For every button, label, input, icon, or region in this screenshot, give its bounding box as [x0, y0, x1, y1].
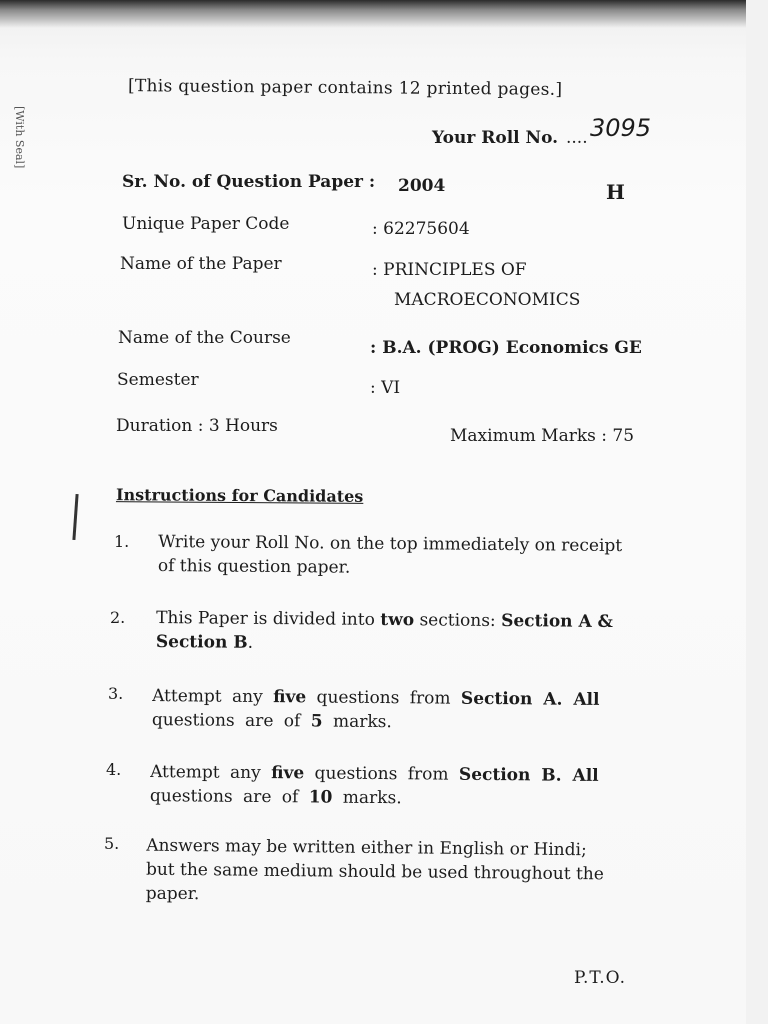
instruction-2-text-b: two	[380, 609, 415, 631]
instruction-1	[158, 530, 622, 582]
duration-text: Duration : 3 Hours	[116, 416, 278, 436]
unique-paper-code-label: Unique Paper Code	[122, 214, 290, 234]
instruction-5-line2: but the same medium should be used throughout the	[145, 859, 604, 885]
instruction-4-line2	[150, 784, 599, 812]
paper-name-value-line1: : PRINCIPLES OF	[372, 260, 527, 280]
roll-number-label: Your Roll No.	[432, 128, 559, 148]
instruction-3-text-d: Section A. All	[460, 688, 600, 710]
instruction-1-line2: of this question paper.	[157, 555, 351, 578]
instruction-3-text-c: questions from	[306, 687, 462, 709]
paper-name-value-line2: MACROECONOMICS	[394, 290, 581, 310]
instruction-3-number: 3.	[108, 684, 124, 703]
instruction-5-line1: Answers may be written either in English or Hindi;	[146, 835, 587, 861]
maximum-marks-text: Maximum Marks : 75	[450, 426, 635, 446]
roll-number-dots: ....	[566, 128, 588, 148]
unique-paper-code-value: : 62275604	[372, 219, 470, 239]
instruction-4-text-f: 10	[308, 787, 333, 808]
instruction-2-line2	[156, 630, 613, 658]
instruction-4-text-a: Attempt any	[150, 762, 272, 784]
pen-margin-mark	[72, 494, 78, 540]
instruction-4-text-c: questions from	[304, 763, 460, 785]
page-count-header: [This question paper contains 12 printed pages.]	[127, 76, 563, 100]
instruction-4	[150, 760, 599, 812]
sr-no-value: 2004	[398, 176, 446, 196]
instruction-2	[156, 606, 613, 658]
instruction-3	[152, 684, 600, 736]
instruction-2-section-b: Section B	[155, 632, 248, 653]
please-turn-over: P.T.O.	[574, 968, 626, 988]
course-name-label: Name of the Course	[118, 328, 291, 348]
sr-no-label: Sr. No. of Question Paper :	[122, 172, 376, 192]
instruction-2-period: .	[247, 632, 254, 653]
instruction-2-number: 2.	[110, 608, 126, 627]
instruction-4-number: 4.	[106, 760, 122, 779]
instruction-2-text-c: sections:	[414, 610, 502, 632]
instruction-5	[146, 834, 605, 911]
instruction-3-line2	[152, 708, 600, 736]
instruction-4-text-b: five	[271, 763, 305, 784]
semester-value: : VI	[370, 378, 401, 398]
roll-number-handwritten: 3095	[590, 114, 652, 142]
instruction-2-text-d: Section A &	[501, 611, 614, 632]
scan-right-edge	[746, 0, 768, 1024]
instruction-2-text-a: This Paper is divided into	[156, 608, 381, 630]
instruction-4-text-e: questions are of	[149, 786, 309, 808]
paper-set-letter: H	[606, 180, 625, 204]
instruction-3-text-a: Attempt any	[152, 686, 274, 708]
instruction-3-text-f: 5	[310, 711, 323, 732]
instructions-heading: Instructions for Candidates	[115, 485, 364, 506]
instruction-5-line3: paper.	[145, 883, 200, 905]
instruction-4-text-g: marks.	[332, 787, 402, 809]
instruction-3-text-g: marks.	[322, 711, 392, 733]
paper-name-label: Name of the Paper	[120, 254, 282, 274]
top-shadow	[0, 0, 746, 28]
instruction-1-line1: Write your Roll No. on the top immediately on receipt	[158, 531, 623, 557]
semester-label: Semester	[117, 370, 199, 390]
instruction-1-number: 1.	[114, 532, 130, 551]
instruction-4-text-d: Section B. All	[458, 764, 599, 786]
with-seal-note: [With Seal]	[13, 106, 26, 169]
instruction-3-text-b: five	[273, 687, 307, 708]
instruction-5-number: 5.	[104, 834, 120, 853]
instruction-3-text-e: questions are of	[151, 710, 311, 732]
course-name-value: : B.A. (PROG) Economics GE	[370, 338, 642, 358]
